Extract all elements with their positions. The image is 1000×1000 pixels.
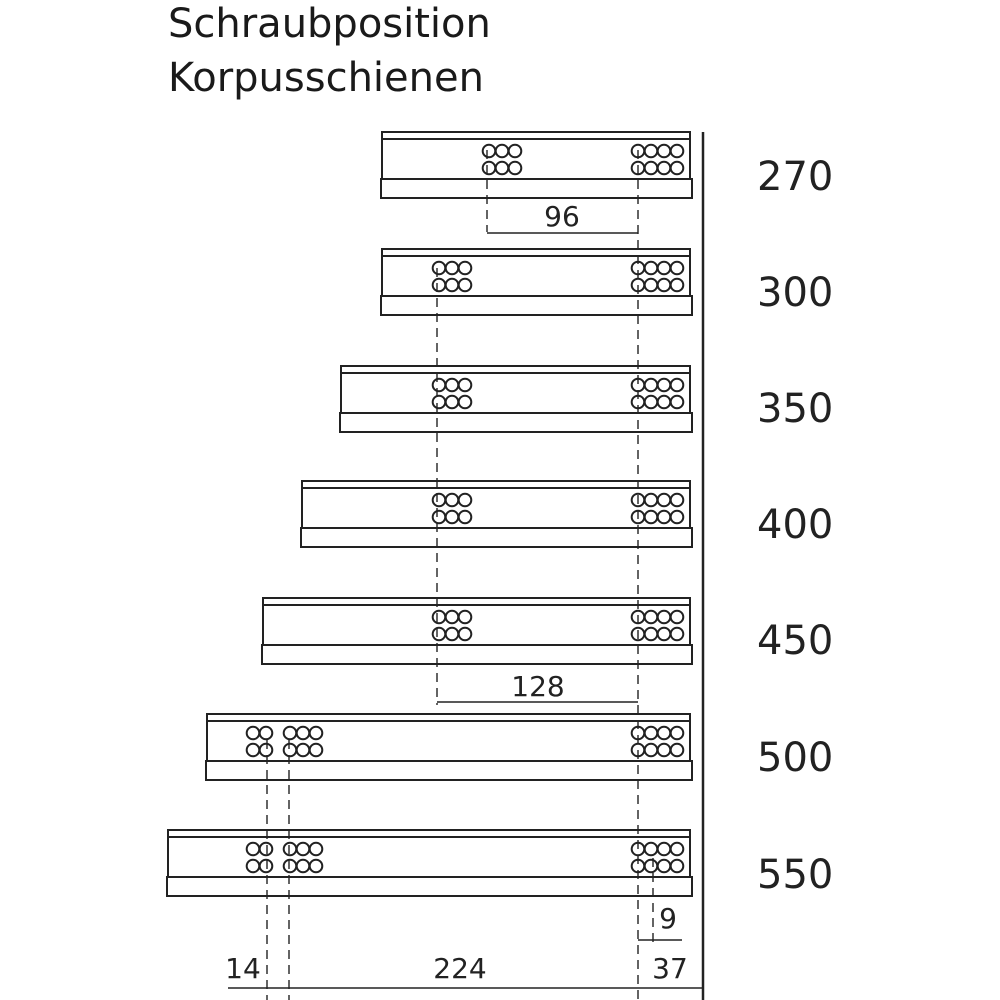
screw-hole: [433, 379, 446, 392]
screw-hole: [260, 843, 273, 856]
screw-hole: [658, 162, 671, 175]
screw-hole: [645, 494, 658, 507]
screw-hole: [645, 511, 658, 524]
rail-500: [206, 714, 692, 780]
rail-length-label: 400: [757, 502, 834, 548]
screw-hole: [671, 145, 684, 158]
screw-hole: [658, 843, 671, 856]
rail-length-label: 300: [757, 270, 834, 316]
screw-hole: [446, 511, 459, 524]
screw-hole: [446, 379, 459, 392]
screw-hole: [446, 611, 459, 624]
guide-lines: [267, 150, 653, 1000]
screw-hole: [658, 611, 671, 624]
screw-hole: [671, 860, 684, 873]
screw-hole: [433, 611, 446, 624]
screw-hole: [658, 860, 671, 873]
rail-body: [168, 837, 690, 877]
rail-flange: [301, 528, 692, 547]
screw-hole: [310, 744, 323, 757]
rail-flange: [167, 877, 692, 896]
rail-length-label: 450: [757, 618, 834, 664]
screw-hole: [247, 744, 260, 757]
screw-hole: [671, 611, 684, 624]
screw-hole: [671, 727, 684, 740]
screw-hole: [658, 396, 671, 409]
screw-hole: [446, 628, 459, 641]
title-line-1: Schraubposition: [168, 1, 491, 47]
screw-hole: [645, 611, 658, 624]
screw-hole: [645, 162, 658, 175]
rail-350: [340, 366, 692, 432]
rail-450: [262, 598, 692, 664]
dimension-96: 96: [544, 200, 580, 233]
screw-hole: [260, 860, 273, 873]
rail-270: [381, 132, 692, 198]
rail-400: [301, 481, 692, 547]
screw-hole: [446, 494, 459, 507]
rail-flange: [340, 413, 692, 432]
screw-hole: [658, 744, 671, 757]
screw-hole: [446, 396, 459, 409]
screw-hole: [671, 162, 684, 175]
screw-hole: [247, 860, 260, 873]
rail-body: [263, 605, 690, 645]
rail-body: [207, 721, 690, 761]
rail-top-bar: [302, 481, 690, 488]
screw-hole: [671, 744, 684, 757]
screw-hole: [645, 145, 658, 158]
dimension-128: 128: [511, 670, 565, 703]
dimension-9: 9: [659, 902, 677, 935]
rail-top-bar: [382, 132, 690, 139]
screw-hole: [645, 843, 658, 856]
screw-hole: [297, 843, 310, 856]
screw-hole: [459, 511, 472, 524]
screw-hole: [433, 628, 446, 641]
dimension-37: 37: [652, 952, 688, 985]
screw-hole: [645, 744, 658, 757]
rail-top-bar: [168, 830, 690, 837]
rail-top-bar: [263, 598, 690, 605]
rail-body: [382, 256, 690, 296]
rail-flange: [262, 645, 692, 664]
screw-hole: [671, 494, 684, 507]
screw-hole: [310, 843, 323, 856]
screw-hole: [509, 145, 522, 158]
screw-hole: [433, 511, 446, 524]
screw-hole: [645, 628, 658, 641]
screw-hole: [446, 279, 459, 292]
screw-hole: [433, 279, 446, 292]
screw-hole: [658, 494, 671, 507]
screw-hole: [459, 379, 472, 392]
screw-hole: [645, 379, 658, 392]
screw-hole: [496, 162, 509, 175]
rail-body: [382, 139, 690, 179]
screw-hole: [658, 628, 671, 641]
rail-300: [381, 249, 692, 315]
screw-hole: [446, 262, 459, 275]
rail-top-bar: [382, 249, 690, 256]
rail-550: [167, 830, 692, 896]
rail-length-label: 550: [757, 852, 834, 898]
title-line-2: Korpusschienen: [168, 55, 484, 101]
screw-hole: [284, 727, 297, 740]
screw-hole: [483, 162, 496, 175]
rail-body: [302, 488, 690, 528]
dimension-224: 224: [433, 952, 487, 985]
screw-hole: [297, 744, 310, 757]
screw-hole: [671, 396, 684, 409]
rail-flange: [381, 296, 692, 315]
screw-hole: [658, 262, 671, 275]
screw-hole: [645, 262, 658, 275]
screw-hole: [284, 744, 297, 757]
screw-hole: [459, 262, 472, 275]
screw-hole: [260, 727, 273, 740]
screw-hole: [671, 262, 684, 275]
screw-hole: [658, 511, 671, 524]
screw-hole: [297, 727, 310, 740]
rail-flange: [206, 761, 692, 780]
screw-hole: [496, 145, 509, 158]
screw-hole: [671, 279, 684, 292]
rail-length-label: 500: [757, 735, 834, 781]
screw-hole: [297, 860, 310, 873]
screw-hole: [509, 162, 522, 175]
screw-hole: [645, 860, 658, 873]
rail-flange: [381, 179, 692, 198]
screw-hole: [671, 628, 684, 641]
rail-length-label: 350: [757, 386, 834, 432]
screw-hole: [645, 396, 658, 409]
screw-hole: [671, 379, 684, 392]
screw-hole: [284, 843, 297, 856]
screw-hole: [459, 628, 472, 641]
screw-hole: [310, 860, 323, 873]
screw-hole: [459, 396, 472, 409]
screw-hole: [260, 744, 273, 757]
screw-hole: [284, 860, 297, 873]
dimension-14: 14: [225, 952, 261, 985]
screw-hole: [459, 611, 472, 624]
screw-hole: [658, 379, 671, 392]
rail-top-bar: [207, 714, 690, 721]
screw-hole: [671, 511, 684, 524]
screw-hole: [645, 279, 658, 292]
screw-hole: [247, 843, 260, 856]
rail-length-label: 270: [757, 154, 834, 200]
screw-hole: [247, 727, 260, 740]
screw-hole: [459, 279, 472, 292]
screw-hole: [645, 727, 658, 740]
screw-hole: [671, 843, 684, 856]
screw-hole: [483, 145, 496, 158]
screw-hole: [459, 494, 472, 507]
screw-hole: [433, 262, 446, 275]
screw-hole: [310, 727, 323, 740]
screw-hole: [433, 494, 446, 507]
screw-hole: [658, 279, 671, 292]
screw-hole: [658, 727, 671, 740]
screw-hole: [433, 396, 446, 409]
screw-hole: [658, 145, 671, 158]
